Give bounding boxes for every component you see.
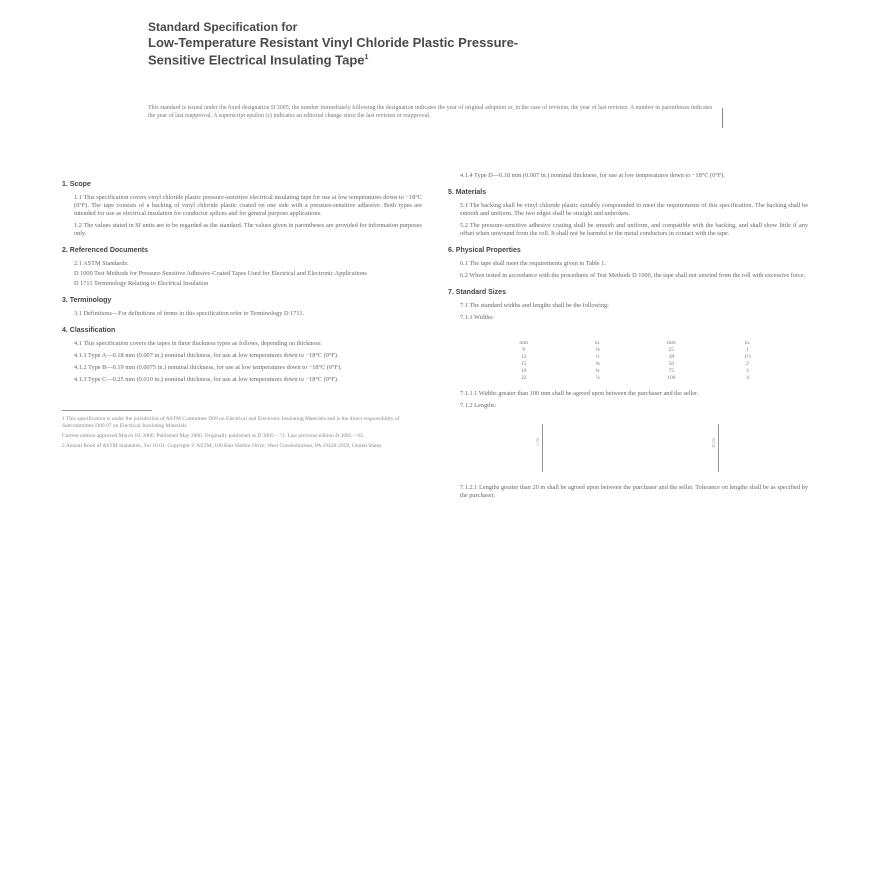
table-cell: ⅝ <box>595 361 600 367</box>
section-3-para-1: 3.1 Definitions—For definitions of terms in this specification refer to Terminology D 1711. <box>74 310 305 317</box>
table-header-cell: in. <box>744 340 751 346</box>
table-cell: 19 <box>520 368 527 374</box>
section-3-heading: 3. Terminology <box>62 297 112 304</box>
table-row <box>484 368 784 375</box>
table-cell: 2 <box>746 361 749 367</box>
section-2-ref-2: D 1000 Test Methods for Pressure-Sensitive Adhesive-Coated Tapes Used for Electrical and Electronic Applications <box>74 270 367 277</box>
length-label-1: 5 m <box>536 438 541 446</box>
section-2-heading: 2. Referenced Documents <box>62 247 148 254</box>
left-column <box>62 172 422 453</box>
section-1-heading: 1. Scope <box>62 181 91 188</box>
section-7-para-4: 7.1.2 Lengths: <box>460 402 497 409</box>
title-footnote-mark: 1 <box>364 54 369 61</box>
table-row <box>484 375 784 382</box>
section-1-para-1: 1.1 This specification covers vinyl chloride plastic pressure-sensitive electrical insulating tape for use at low temperatures down to −18°C (0°F). The tape consists of a backing of vinyl chloride plastic coated on one side with a pressure-sensitive adhesive. Both types are intended for use as electrical insulation for conductor splices and for general purpose applications. <box>74 194 422 217</box>
footnote-3: 2 Annual Book of ASTM Standards, Vol 10.01. Copyright © ASTM, 100 Barr Harbor Drive, West Conshohocken, PA 19428-2959, United States. <box>62 443 383 449</box>
table-cell: 1½ <box>744 354 751 360</box>
length-tick-2 <box>718 424 719 472</box>
table-row <box>484 354 784 361</box>
section-6-para-1: 6.1 The tape shall meet the requirements given in Table 1. <box>460 260 606 267</box>
section-4-para-1: 4.1 This specification covers the tapes in three thickness types as follows, depending on thickness: <box>74 340 322 347</box>
section-7-para-2: 7.1.1 Widths: <box>460 314 494 321</box>
section-2-ref-1: 2.1 ASTM Standards: <box>74 260 129 267</box>
intro-rule <box>722 108 723 128</box>
section-7-para-5: 7.1.2.1 Lengths greater than 20 m shall be agreed upon between the purchaser and the seller. Tolerance on lengths shall be as specified by the purchaser. <box>460 484 808 499</box>
table-cell: 100 <box>667 375 676 381</box>
title-block <box>148 20 728 67</box>
title-line-2: Low-Temperature Resistant Vinyl Chloride Plastic Pressure- <box>148 35 519 50</box>
section-4-para-4: 4.1.3 Type C—0.25 mm (0.010 in.) nominal thickness, for use at low temperatures down to −18°C (0°F). <box>74 376 339 383</box>
table-cell: 50 <box>668 361 675 367</box>
length-tick-1 <box>542 424 543 472</box>
title-line-3-text: Sensitive Electrical Insulating Tape <box>148 52 365 68</box>
table-header-cell: in. <box>594 340 601 346</box>
table-cell: 15 <box>520 361 527 367</box>
section-4-para-3: 4.1.2 Type B—0.19 mm (0.0075 in.) nominal thickness, for use at low temperatures down to −18°C (0°F). <box>74 364 342 371</box>
section-7-para-1: 7.1 The standard widths and lengths shall be the following: <box>460 302 609 309</box>
lengths-figure <box>448 416 808 478</box>
table-header-cell: mm <box>667 340 676 346</box>
table-cell: ⅞ <box>595 375 600 381</box>
table-row <box>484 347 784 354</box>
section-6-heading: 6. Physical Properties <box>448 247 521 254</box>
section-5-para-1: 5.1 The backing shall be vinyl chloride plastic suitably compounded to meet the requirements of this specification. The backing shall be smooth and uniform. The two edges shall be straight and unbroken. <box>460 202 808 217</box>
section-7-para-3: 7.1.1.1 Widths greater than 100 mm shall be agreed upon between the purchaser and the seller. <box>460 390 699 397</box>
section-2-ref-3: D 1711 Terminology Relating to Electrical Insulation <box>74 280 209 287</box>
section-7-heading: 7. Standard Sizes <box>448 289 506 296</box>
widths-table-header-row <box>484 340 784 347</box>
table-cell: 1 <box>746 347 749 353</box>
table-cell: ¾ <box>595 368 600 374</box>
section-1-para-2: 1.2 The values stated in SI units are to be regarded as the standard. The values given in parentheses are provided for information purposes only. <box>74 222 422 237</box>
intro-note: This standard is issued under the fixed designation D 3005; the number immediately following the designation indicates the year of original adoption or, in the case of revision, the year of last revision. A number in parentheses indicates the year of last reapproval. A superscript epsilon (ε) indicates an editorial change since the last revision or reapproval. <box>148 105 713 119</box>
section-4-para-5: 4.1.4 Type D—0.18 mm (0.007 in.) nominal thickness, for use at low temperatures down to −18°C (0°F). <box>460 172 725 179</box>
length-label-2: 20 m <box>712 438 717 449</box>
table-cell: ⅜ <box>595 347 600 353</box>
table-cell: 38 <box>668 354 675 360</box>
title-line-1: Standard Specification for <box>148 20 298 34</box>
table-row <box>484 361 784 368</box>
table-cell: 9 <box>522 347 526 353</box>
section-4-para-2: 4.1.1 Type A—0.18 mm (0.007 in.) nominal thickness, for use at low temperatures down to −18°C (0°F). <box>74 352 339 359</box>
section-5-para-2: 5.2 The pressure-sensitive adhesive coating shall be smooth and uniform, and compatible with the backing, and shall show little if any offset when unwound from the roll. It shall not be harmful to the metal conductors in contact with the tape. <box>460 222 808 237</box>
footnote-1: 1 This specification is under the jurisdiction of ASTM Committee D09 on Electrical and Electronic Insulating Materials and is the direct responsibility of Subcommittee D09.07 on Electrical Insulating Materials. <box>62 416 400 429</box>
footnote-rule <box>62 410 152 411</box>
table-cell: 3 <box>746 368 749 374</box>
right-column <box>448 172 808 504</box>
table-cell: ½ <box>595 354 600 360</box>
section-5-heading: 5. Materials <box>448 189 487 196</box>
table-cell: 12 <box>520 354 527 360</box>
widths-table <box>484 340 784 382</box>
section-4-heading: 4. Classification <box>62 327 116 334</box>
section-6-para-2: 6.2 When tested in accordance with the procedures of Test Methods D 1000, the tape shall not unwind from the roll with excessive force. <box>460 272 806 279</box>
table-header-cell: mm <box>519 340 528 346</box>
table-cell: 75 <box>668 368 675 374</box>
table-cell: 4 <box>746 375 749 381</box>
title-line-3 <box>148 50 728 67</box>
table-cell: 22 <box>520 375 527 381</box>
footnote-2: Current edition approved March 10, 2000. Published May 2000. Originally published as D 3005 – 71. Last previous edition D 3005 – 93. <box>62 433 365 439</box>
table-cell: 25 <box>668 347 675 353</box>
